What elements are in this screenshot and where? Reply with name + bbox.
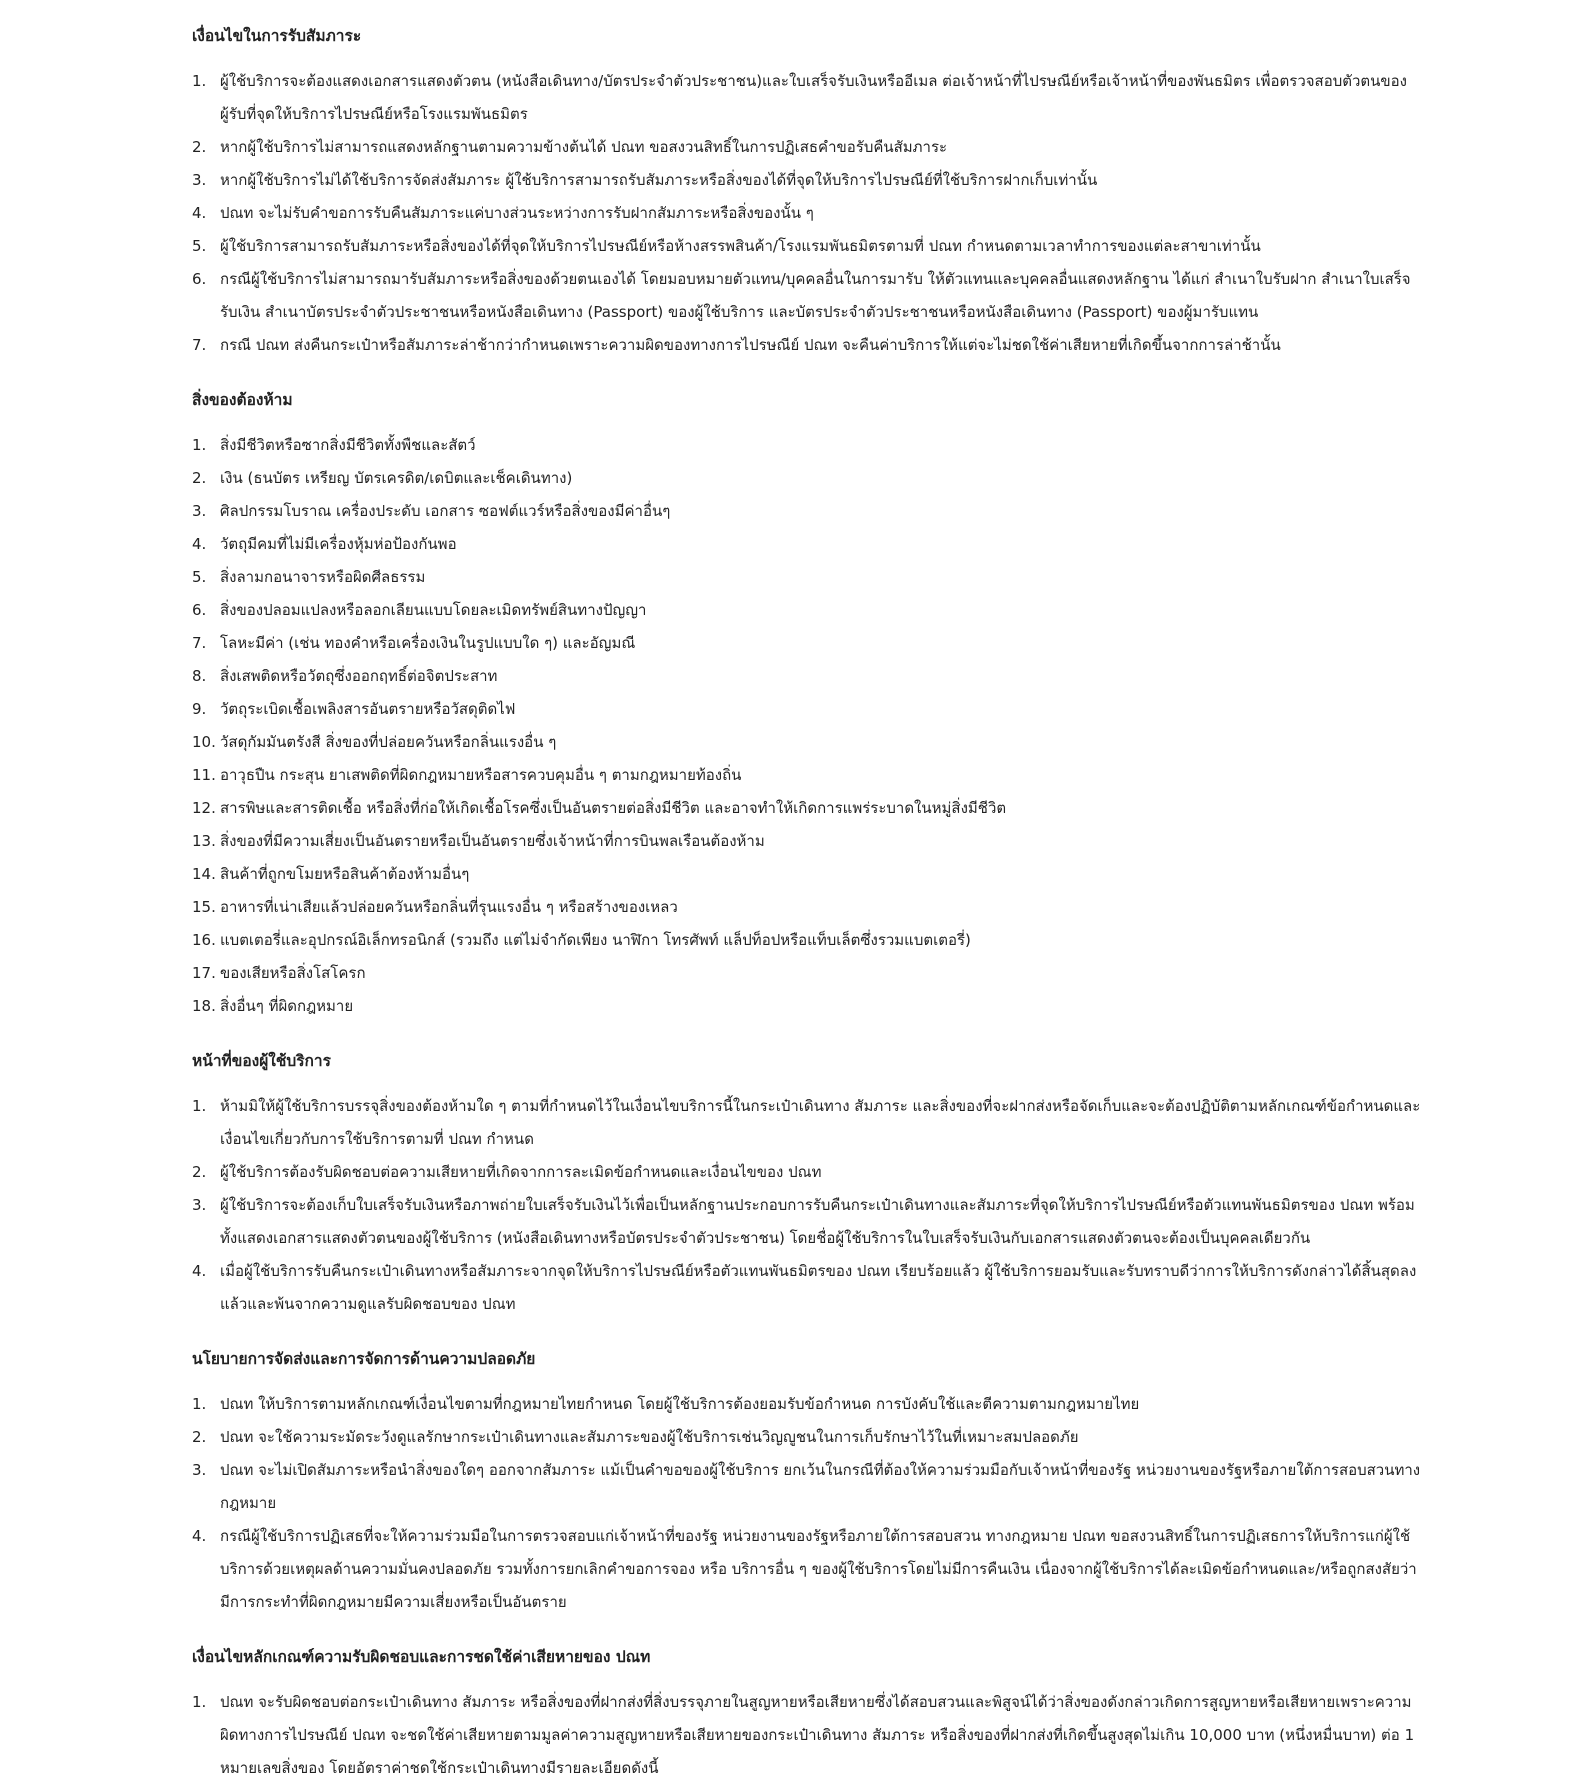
list-item <box>192 1090 1422 1156</box>
section-heading: หน้าที่ของผู้ใช้บริการ <box>192 1052 331 1070</box>
numbered-list <box>192 1686 1422 1785</box>
numbered-list <box>192 1090 1422 1321</box>
list-item-text: โลหะมีค่า (เช่น ทองคำหรือเครื่องเงินในรูปแบบใด ๆ) และอัญมณี <box>220 634 636 652</box>
list-item <box>192 1255 1422 1321</box>
list-item <box>192 230 1422 263</box>
list-item-text: สิ่งของที่มีความเสี่ยงเป็นอันตรายหรือเป็นอันตรายซึ่งเจ้าหน้าที่การบินพลเรือนต้องห้าม <box>220 832 765 850</box>
list-item-text: ปณท ให้บริการตามหลักเกณฑ์เงื่อนไขตามที่กฎหมายไทยกำหนด โดยผู้ใช้บริการต้องยอมรับข้อกำหนด การบังคับใช้และตีความตามกฎหมายไทย <box>220 1395 1140 1413</box>
list-item-text: แบตเตอรี่และอุปกรณ์อิเล็กทรอนิกส์ (รวมถึง แต่ไม่จำกัดเพียง นาฬิกา โทรศัพท์ แล็ปท็อปหรือแท็บเล็ตซึ่งรวมแบตเตอรี่) <box>220 931 971 949</box>
list-item <box>192 1520 1422 1619</box>
list-item-text: หากผู้ใช้บริการไม่สามารถแสดงหลักฐานตามความข้างต้นได้ ปณท ขอสงวนสิทธิ์ในการปฏิเสธคำขอรับคืนสัมภาระ <box>220 138 948 156</box>
list-item-text: วัตถุมีคมที่ไม่มีเครื่องหุ้มห่อป้องกันพอ <box>220 535 457 553</box>
section-heading: เงื่อนไขในการรับสัมภาระ <box>192 27 362 45</box>
list-item-text: วัสดุกัมมันตรังสี สิ่งของที่ปล่อยควันหรือกลิ่นแรงอื่น ๆ <box>220 733 557 751</box>
list-item-number: 4. <box>192 204 207 222</box>
list-item-number: 14. <box>192 865 216 883</box>
list-item <box>192 561 1422 594</box>
list-item <box>192 197 1422 230</box>
list-item-number: 3. <box>192 1196 207 1214</box>
list-item-text: ปณท จะรับผิดชอบต่อกระเป๋าเดินทาง สัมภาระ หรือสิ่งของที่ฝากส่งที่สิ่งบรรจุภายในสูญหายหรือเสียหายซึ่งได้สอบสวนและพิสูจน์ได้ว่าสิ่งของดังกล่าวเกิดการสูญหายหรือเสียหายเพราะความผิดทางการไปรษณีย์ ปณท จะชดใช้ค่าเสียหายตามมูลค่าความสูญหายหรือเสียหายของกระเป๋าเดินทาง สัมภาระ หรือสิ่งของที่ฝากส่งที่เกิดขึ้นสูงสุดไม่เกิน 10,000 บาท (หนึ่งหมื่นบาท) ต่อ 1 หมายเลขสิ่งของ โดยอัตราค่าชดใช้กระเป๋าเดินทางมีรายละเอียดดังนี้ <box>220 1693 1415 1777</box>
list-item-number: 1. <box>192 1395 207 1413</box>
list-item <box>192 792 1422 825</box>
list-item <box>192 957 1422 990</box>
list-item-text: เงิน (ธนบัตร เหรียญ บัตรเครดิต/เดบิตและเช็คเดินทาง) <box>220 469 573 487</box>
list-item-text: ผู้ใช้บริการต้องรับผิดชอบต่อความเสียหายที่เกิดจากการละเมิดข้อกำหนดและเงื่อนไขของ ปณท <box>220 1163 822 1181</box>
list-item-text: ผู้ใช้บริการจะต้องแสดงเอกสารแสดงตัวตน (หนังสือเดินทาง/บัตรประจำตัวประชาชน)และใบเสร็จรับเงินหรืออีเมล ต่อเจ้าหน้าที่ไปรษณีย์หรือเจ้าหน้าที่ของพันธมิตร เพื่อตรวจสอบตัวตนของผู้รับที่จุดให้บริการไปรษณีย์หรือโรงแรมพันธมิตร <box>220 72 1407 123</box>
list-item-text: อาหารที่เน่าเสียแล้วปล่อยควันหรือกลิ่นที่รุนแรงอื่น ๆ หรือสร้างของเหลว <box>220 898 678 916</box>
list-item-number: 9. <box>192 700 207 718</box>
list-item-text: สารพิษและสารติดเชื้อ หรือสิ่งที่ก่อให้เกิดเชื้อโรคซึ่งเป็นอันตรายต่อสิ่งมีชีวิต และอาจทำให้เกิดการแพร่ระบาดในหมู่สิ่งมีชีวิต <box>220 799 1007 817</box>
list-item-text: ผู้ใช้บริการจะต้องเก็บใบเสร็จรับเงินหรือภาพถ่ายใบเสร็จรับเงินไว้เพื่อเป็นหลักฐานประกอบการรับคืนกระเป๋าเดินทางและสัมภาระที่จุดให้บริการไปรษณีย์หรือตัวแทนพันธมิตรของ ปณท พร้อมทั้งแสดงเอกสารแสดงตัวตนของผู้ใช้บริการ (หนังสือเดินทางหรือบัตรประจำตัวประชาชน) โดยชื่อผู้ใช้บริการในใบเสร็จรับเงินกับเอกสารแสดงตัวตนจะต้องเป็นบุคคลเดียวกัน <box>220 1196 1415 1247</box>
list-item-number: 17. <box>192 964 216 982</box>
list-item-text: สิ่งของปลอมแปลงหรือลอกเลียนแบบโดยละเมิดทรัพย์สินทางปัญญา <box>220 601 647 619</box>
list-item-number: 13. <box>192 832 216 850</box>
list-item-number: 16. <box>192 931 216 949</box>
list-item <box>192 1454 1422 1520</box>
list-item-number: 3. <box>192 1461 207 1479</box>
list-item <box>192 1189 1422 1255</box>
numbered-list <box>192 1388 1422 1619</box>
list-item <box>192 627 1422 660</box>
numbered-list <box>192 429 1422 1023</box>
list-item-text: สิ่งมีชีวิตหรือซากสิ่งมีชีวิตทั้งพืชและสัตว์ <box>220 436 476 454</box>
list-item-text: สินค้าที่ถูกขโมยหรือสินค้าต้องห้ามอื่นๆ <box>220 865 470 883</box>
section-heading: เงื่อนไขหลักเกณฑ์ความรับผิดชอบและการชดใช้ค่าเสียหายของ ปณท <box>192 1648 651 1666</box>
list-item-number: 11. <box>192 766 216 784</box>
list-item-number: 12. <box>192 799 216 817</box>
list-item-number: 6. <box>192 601 207 619</box>
list-item <box>192 693 1422 726</box>
list-item-text: สิ่งลามกอนาจารหรือผิดศีลธรรม <box>220 568 426 586</box>
list-item-number: 1. <box>192 1097 207 1115</box>
list-item <box>192 759 1422 792</box>
list-item <box>192 1388 1422 1421</box>
list-item <box>192 660 1422 693</box>
list-item <box>192 528 1422 561</box>
list-item-number: 5. <box>192 237 207 255</box>
list-item-text: กรณีผู้ใช้บริการปฏิเสธที่จะให้ความร่วมมือในการตรวจสอบแก่เจ้าหน้าที่ของรัฐ หน่วยงานของรัฐหรือภายใต้การสอบสวน ทางกฎหมาย ปณท ขอสงวนสิทธิ์ในการปฏิเสธการให้บริการแก่ผู้ใช้บริการด้วยเหตุผลด้านความมั่นคงปลอดภัย รวมทั้งการยกเลิกคำขอการจอง หรือ บริการอื่น ๆ ของผู้ใช้บริการโดยไม่มีการคืนเงิน เนื่องจากผู้ใช้บริการได้ละเมิดข้อกำหนดและ/หรือถูกสงสัยว่ามีการกระทำที่ผิดกฎหมายมีความเสี่ยงหรือเป็นอันตราย <box>220 1527 1417 1611</box>
list-item <box>192 263 1422 329</box>
list-item-number: 7. <box>192 336 207 354</box>
list-item <box>192 65 1422 131</box>
list-item-text: สิ่งเสพติดหรือวัตถุซึ่งออกฤทธิ์ต่อจิตประสาท <box>220 667 498 685</box>
list-item-text: อาวุธปืน กระสุน ยาเสพติดที่ผิดกฎหมายหรือสารควบคุมอื่น ๆ ตามกฎหมายท้องถิ่น <box>220 766 742 784</box>
list-item <box>192 462 1422 495</box>
list-item-number: 5. <box>192 568 207 586</box>
list-item <box>192 891 1422 924</box>
list-item-number: 4. <box>192 1262 207 1280</box>
list-item-number: 10. <box>192 733 216 751</box>
list-item-text: ห้ามมิให้ผู้ใช้บริการบรรจุสิ่งของต้องห้ามใด ๆ ตามที่กำหนดไว้ในเงื่อนไขบริการนี้ในกระเป๋าเดินทาง สัมภาระ และสิ่งของที่จะฝากส่งหรือจัดเก็บและจะต้องปฏิบัติตามหลักเกณฑ์ข้อกำหนดและเงื่อนไขเกี่ยวกับการใช้บริการตามที่ ปณท กำหนด <box>220 1097 1421 1148</box>
list-item-text: ของเสียหรือสิ่งโสโครก <box>220 964 366 982</box>
list-item-text: เมื่อผู้ใช้บริการรับคืนกระเป๋าเดินทางหรือสัมภาระจากจุดให้บริการไปรษณีย์หรือตัวแทนพันธมิตรของ ปณท เรียบร้อยแล้ว ผู้ใช้บริการยอมรับและรับทราบดีว่าการให้บริการดังกล่าวได้สิ้นสุดลงแล้วและพ้นจากความดูแลรับผิดชอบของ ปณท <box>220 1262 1417 1313</box>
list-item <box>192 1686 1422 1785</box>
list-item <box>192 726 1422 759</box>
list-item <box>192 825 1422 858</box>
list-item-number: 8. <box>192 667 207 685</box>
list-item-number: 6. <box>192 270 207 288</box>
list-item-text: ปณท จะใช้ความระมัดระวังดูแลรักษากระเป๋าเดินทางและสัมภาระของผู้ใช้บริการเช่นวิญญูชนในการเก็บรักษาไว้ในที่เหมาะสมปลอดภัย <box>220 1428 1079 1446</box>
list-item <box>192 164 1422 197</box>
list-item-text: ปณท จะไม่รับคำขอการรับคืนสัมภาระแค่บางส่วนระหว่างการรับฝากสัมภาระหรือสิ่งของนั้น ๆ <box>220 204 814 222</box>
list-item-number: 2. <box>192 1428 207 1446</box>
list-item <box>192 329 1422 362</box>
list-item-number: 7. <box>192 634 207 652</box>
list-item-number: 4. <box>192 535 207 553</box>
list-item-number: 2. <box>192 469 207 487</box>
list-item-number: 18. <box>192 997 216 1015</box>
list-item-number: 15. <box>192 898 216 916</box>
list-item-number: 1. <box>192 1693 207 1711</box>
list-item-number: 2. <box>192 1163 207 1181</box>
list-item-number: 1. <box>192 436 207 454</box>
list-item-text: วัตถุระเบิดเชื้อเพลิงสารอันตรายหรือวัสดุติดไฟ <box>220 700 516 718</box>
list-item <box>192 1156 1422 1189</box>
list-item-number: 3. <box>192 171 207 189</box>
list-item <box>192 131 1422 164</box>
list-item <box>192 495 1422 528</box>
list-item <box>192 429 1422 462</box>
section-heading: นโยบายการจัดส่งและการจัดการด้านความปลอดภัย <box>192 1350 536 1368</box>
list-item <box>192 594 1422 627</box>
list-item-number: 3. <box>192 502 207 520</box>
list-item <box>192 858 1422 891</box>
list-item-text: กรณี ปณท ส่งคืนกระเป๋าหรือสัมภาระล่าช้ากว่ากำหนดเพราะความผิดของทางการไปรษณีย์ ปณท จะคืนค่าบริการให้แต่จะไม่ชดใช้ค่าเสียหายที่เกิดขึ้นจากการล่าช้านั้น <box>220 336 1281 354</box>
section-heading: สิ่งของต้องห้าม <box>192 391 293 409</box>
list-item <box>192 990 1422 1023</box>
list-item <box>192 1421 1422 1454</box>
list-item-number: 4. <box>192 1527 207 1545</box>
terms-content <box>192 0 1422 1785</box>
list-item-text: ผู้ใช้บริการสามารถรับสัมภาระหรือสิ่งของได้ที่จุดให้บริการไปรษณีย์หรือห้างสรรพสินค้า/โรงแรมพันธมิตรตามที่ ปณท กำหนดตามเวลาทำการของแต่ละสาขาเท่านั้น <box>220 237 1261 255</box>
list-item-number: 1. <box>192 72 207 90</box>
list-item-text: ศิลปกรรมโบราณ เครื่องประดับ เอกสาร ซอฟต์แวร์หรือสิ่งของมีค่าอื่นๆ <box>220 502 671 520</box>
list-item <box>192 924 1422 957</box>
list-item-text: กรณีผู้ใช้บริการไม่สามารถมารับสัมภาระหรือสิ่งของด้วยตนเองได้ โดยมอบหมายตัวแทน/บุคคลอื่นในการมารับ ให้ตัวแทนและบุคคลอื่นแสดงหลักฐาน ได้แก่ สำเนาใบรับฝาก สำเนาใบเสร็จรับเงิน สำเนาบัตรประจำตัวประชาชนหรือหนังสือเดินทาง (Passport) ของผู้ใช้บริการ และบัตรประจำตัวประชาชนหรือหนังสือเดินทาง (Passport) ของผู้มารับแทน <box>220 270 1411 321</box>
list-item-text: หากผู้ใช้บริการไม่ได้ใช้บริการจัดส่งสัมภาระ ผู้ใช้บริการสามารถรับสัมภาระหรือสิ่งของได้ที่จุดให้บริการไปรษณีย์ที่ใช้บริการฝากเก็บเท่านั้น <box>220 171 1098 189</box>
list-item-text: ปณท จะไม่เปิดสัมภาระหรือนำสิ่งของใดๆ ออกจากสัมภาระ แม้เป็นคำขอของผู้ใช้บริการ ยกเว้นในกรณีที่ต้องให้ความร่วมมือกับเจ้าหน้าที่ของรัฐ หน่วยงานของรัฐหรือภายใต้การสอบสวนทางกฎหมาย <box>220 1461 1421 1512</box>
list-item-number: 2. <box>192 138 207 156</box>
list-item-text: สิ่งอื่นๆ ที่ผิดกฎหมาย <box>220 997 354 1015</box>
numbered-list <box>192 65 1422 362</box>
